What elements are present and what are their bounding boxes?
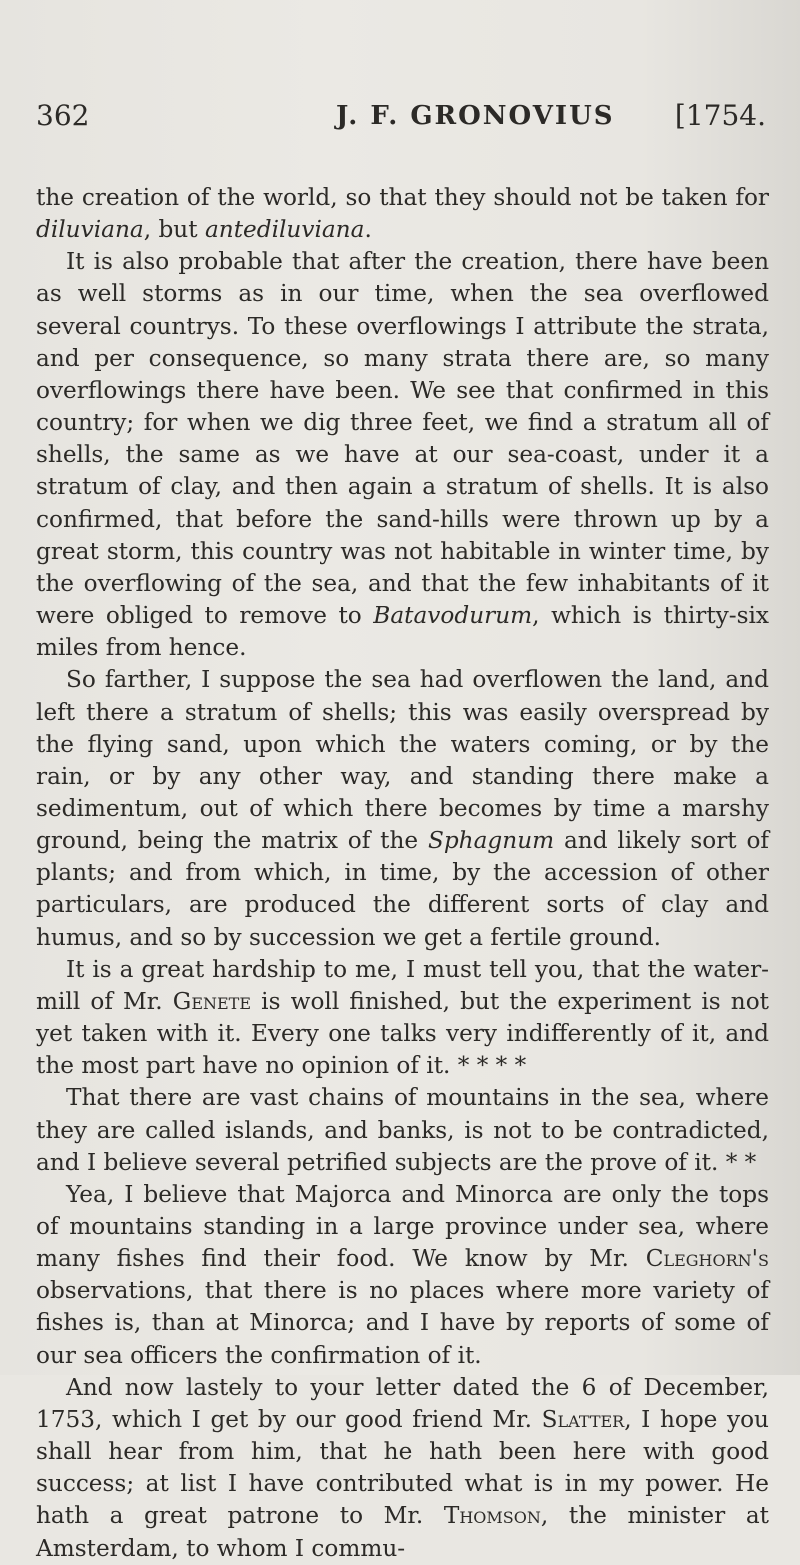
small-caps-name: Cleghorn's (645, 1245, 769, 1273)
text-run: , I hope you shall hear from him, that he hath been here with good success; at list I have contributed what is in my power. He hath a great patrone to Mr. (36, 1405, 769, 1530)
paragraph (36, 664, 769, 953)
text-run: , the minister at Amsterdam, to whom I commu- (36, 1502, 769, 1562)
paragraph (36, 1082, 769, 1178)
text-run: And now lastely to your letter dated the 6 of December, 1753, which I get by our good friend Mr. (36, 1373, 769, 1433)
paragraph (36, 182, 769, 246)
text-run: observations, that there is no places where more variety of fishes is, than at Minorca; and I have by reports of some of our sea officers the confirmation of it. (36, 1277, 769, 1369)
text-run: It is also probable that after the creation, there have been as well storms as in our time, when the sea overflowed several countrys. To these overflowings I attribute the strata, and per consequence, so many strata there are, so many overflowings there have been. We see that confirmed in this country; for when we dig three feet, we find a stratum all of shells, the same as we have at our sea-coast, under it a stratum of clay, and then again a stratum of shells. It is also confirmed, that before the sand-hills were thrown up by a great storm, this country was not habitable in winter time, by the overflowing of the sea, and that the few inhabitants of it were obliged to remove to (36, 248, 769, 630)
text-run: That there are vast chains of mountains in the sea, where they are called islands, and banks, is not to be contradicted, and I believe several petrified subjects are the prove of it. * * (36, 1084, 769, 1176)
paragraph (36, 954, 769, 1083)
body-text (36, 182, 769, 1565)
text-run: the creation of the world, so that they should not be taken for (36, 184, 769, 211)
italic-term: Sphagnum (427, 827, 555, 855)
paragraph (36, 246, 769, 664)
text-run: , but (143, 216, 205, 244)
small-caps-name: Thomson (443, 1502, 541, 1530)
text-run: So farther, I suppose the sea had overflowen the land, and left there a stratum of shells; this was easily overspread by the flying sand, upon which the waters coming, or by the rain, or by any other way, and standing there make a sedimentum, out of which there becomes by time a marshy ground, being the matrix of the (36, 666, 769, 855)
italic-term: diluviana (36, 216, 144, 244)
text-run: Yea, I believe that Majorca and Minorca are only the tops of mountains standing in a large province under sea, where many fishes find their food. We know by Mr. (36, 1180, 769, 1273)
paragraph (36, 1179, 769, 1372)
text-run: It is a great hardship to me, I must tell you, that the water-mill of Mr. (36, 955, 769, 1015)
paragraph (36, 1372, 769, 1565)
page-header (36, 96, 766, 136)
text-run: and likely sort of plants; and from which, in time, by the accession of other particulars, are produced the different sorts of clay and humus, and so by succession we get a fertile ground. (36, 827, 769, 951)
text-run: , which is thirty-six miles from hence. (36, 602, 770, 662)
small-caps-name: Genete (172, 987, 252, 1015)
header-year: [1754. (674, 99, 766, 132)
running-title: J. F. GRONOVIUS (336, 101, 615, 131)
page-number: 362 (36, 99, 90, 132)
small-caps-name: Slatter (541, 1405, 625, 1433)
text-run: . (364, 216, 372, 244)
text-run: is woll finished, but the experiment is not yet taken with it. Every one talks very indifferently of it, and the most part have no opinion of it. * * * * (36, 987, 769, 1080)
italic-term: antediluviana (204, 216, 365, 244)
italic-term: Batavodurum (373, 602, 533, 630)
